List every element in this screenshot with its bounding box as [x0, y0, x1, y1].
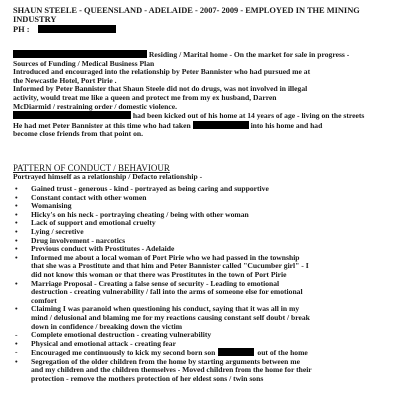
bullet-marker: •: [15, 218, 18, 228]
conduct-item-text: Claiming I was paranoid when questioning his conduct, saying that it was all in my: [31, 304, 300, 314]
conduct-item-text: Constant contact with other women: [31, 192, 147, 202]
document-header: [13, 6, 393, 34]
redaction-bar: [13, 111, 131, 119]
bullet-marker: •: [15, 356, 18, 366]
conduct-item-text: protection - remove the mothers protection of her eldest sons / twin sons: [31, 374, 264, 384]
conduct-item-text: Lack of support and emotional cruelty: [31, 218, 156, 228]
bullet-marker: •: [15, 201, 18, 211]
conduct-item: [13, 358, 398, 384]
conduct-item-text: mind / delusional and blaming me for my reactions causing constant self doubt / break: [31, 312, 310, 322]
phone-label: PH :: [13, 24, 30, 34]
introduced-line: Introduced and encouraged into the relationship by Peter Bannister who had pursued me at: [13, 67, 311, 77]
conduct-item-text: comfort: [31, 295, 57, 305]
bullet-marker: •: [15, 235, 18, 245]
redaction-bar: [193, 121, 249, 129]
conduct-item-text: that she was a Prostitute and that him and Peter Bannister called "Cucumber girl" - I: [31, 261, 309, 271]
conduct-item-text: Lying / secretive: [31, 226, 84, 236]
header-line: SHAUN STEELE - QUEENSLAND - ADELAIDE - 2007- 2009 - EMPLOYED IN THE MINING: [13, 6, 360, 15]
conduct-item-text: Complete emotional destruction - creating vulnerability: [31, 330, 212, 340]
conduct-item-text: Previous conduct with Prostitutes - Adelaide: [31, 244, 175, 254]
conduct-item-text: Gained trust - generous - kind - portrayed as being caring and supportive: [31, 184, 269, 193]
bullet-marker: -: [15, 330, 18, 340]
conduct-item: [13, 305, 398, 331]
section-block: [13, 164, 393, 181]
bullet-marker: •: [15, 252, 18, 262]
redaction-bar: [38, 25, 116, 33]
portrayed-line: Portrayed himself as a relationship / Defacto relationship -: [13, 171, 203, 181]
bullet-marker: •: [15, 226, 18, 236]
intro-block: [13, 50, 393, 139]
conduct-item-text: Drug involvement - narcotics: [31, 235, 126, 245]
bullet-marker: •: [15, 209, 18, 219]
met-text: He had met Peter Bannister at this time who had taken: [13, 120, 191, 130]
conduct-item-text: Marriage Proposal - Creating a false sense of security - Leading to emotional: [31, 278, 280, 288]
conduct-item-text: Encouraged me continuously to kick my second born son: [31, 348, 216, 358]
conduct-list: [13, 185, 398, 384]
conduct-item-text: Physical and emotional attack - creating fear: [31, 338, 176, 348]
conduct-item-text: Informed me about a local woman of Port Pirie who we had passed in the township: [31, 252, 300, 262]
conduct-item: [13, 340, 398, 349]
conduct-item-text: Womanising: [31, 201, 72, 211]
conduct-item: [13, 254, 398, 280]
conduct-item: [13, 280, 398, 306]
kicked-line: [13, 111, 393, 121]
met-text-cont: into his home and had: [250, 120, 323, 130]
conduct-item-text: did not know this woman or that there was Prostitutes in the town of Port Pirie: [31, 269, 287, 279]
informed-line: activity, would treat me like a queen and protect me from my ex husband, Darren: [13, 92, 277, 102]
met-line: become close friends from that point on.: [13, 129, 143, 139]
kicked-text: had been kicked out of his home at 14 years of age - living on the streets: [132, 111, 365, 121]
header-line: INDUSTRY: [13, 15, 57, 25]
funding-line: Sources of Funding / Medical Business Plan: [13, 58, 155, 68]
conduct-item-text: Hicky's on his neck - portraying cheating / being with other woman: [31, 209, 249, 219]
conduct-item-text: destruction - creating vulnerability / fall into the arms of someone else for emotional: [31, 287, 303, 297]
introduced-line: the Newcastle Hotel, Port Pirie .: [13, 75, 117, 85]
conduct-item-text: out of the home: [257, 348, 308, 358]
bullet-marker: •: [15, 338, 18, 348]
bullet-marker: •: [15, 304, 18, 314]
conduct-item-text: and my children and the children themselves - Moved children from the home for their: [31, 365, 312, 375]
conduct-item-text: Segregation of the older children from the home by starting arguments between me: [31, 356, 300, 366]
informed-line: Informed by Peter Bannister that Shaun Steele did not do drugs, was not involved in illegal: [13, 84, 308, 94]
bullet-marker: •: [15, 244, 18, 254]
bullet-marker: •: [15, 278, 18, 288]
bullet-marker: •: [15, 192, 18, 202]
bullet-marker: •: [15, 184, 18, 193]
redaction-bar: [13, 50, 147, 58]
residing-text: Residing / Marital home - On the market for sale in progress -: [148, 50, 350, 59]
informed-line: McDiarmid / restraining order / domestic violence.: [13, 101, 178, 111]
redaction-bar: [218, 348, 254, 356]
conduct-item-text: down in confidence / breaking down the victim: [31, 321, 183, 331]
section-title: PATTERN OF CONDUCT / BEHAVIOUR: [13, 163, 170, 173]
bullet-marker: -: [15, 347, 18, 357]
phone-line: [13, 25, 393, 34]
